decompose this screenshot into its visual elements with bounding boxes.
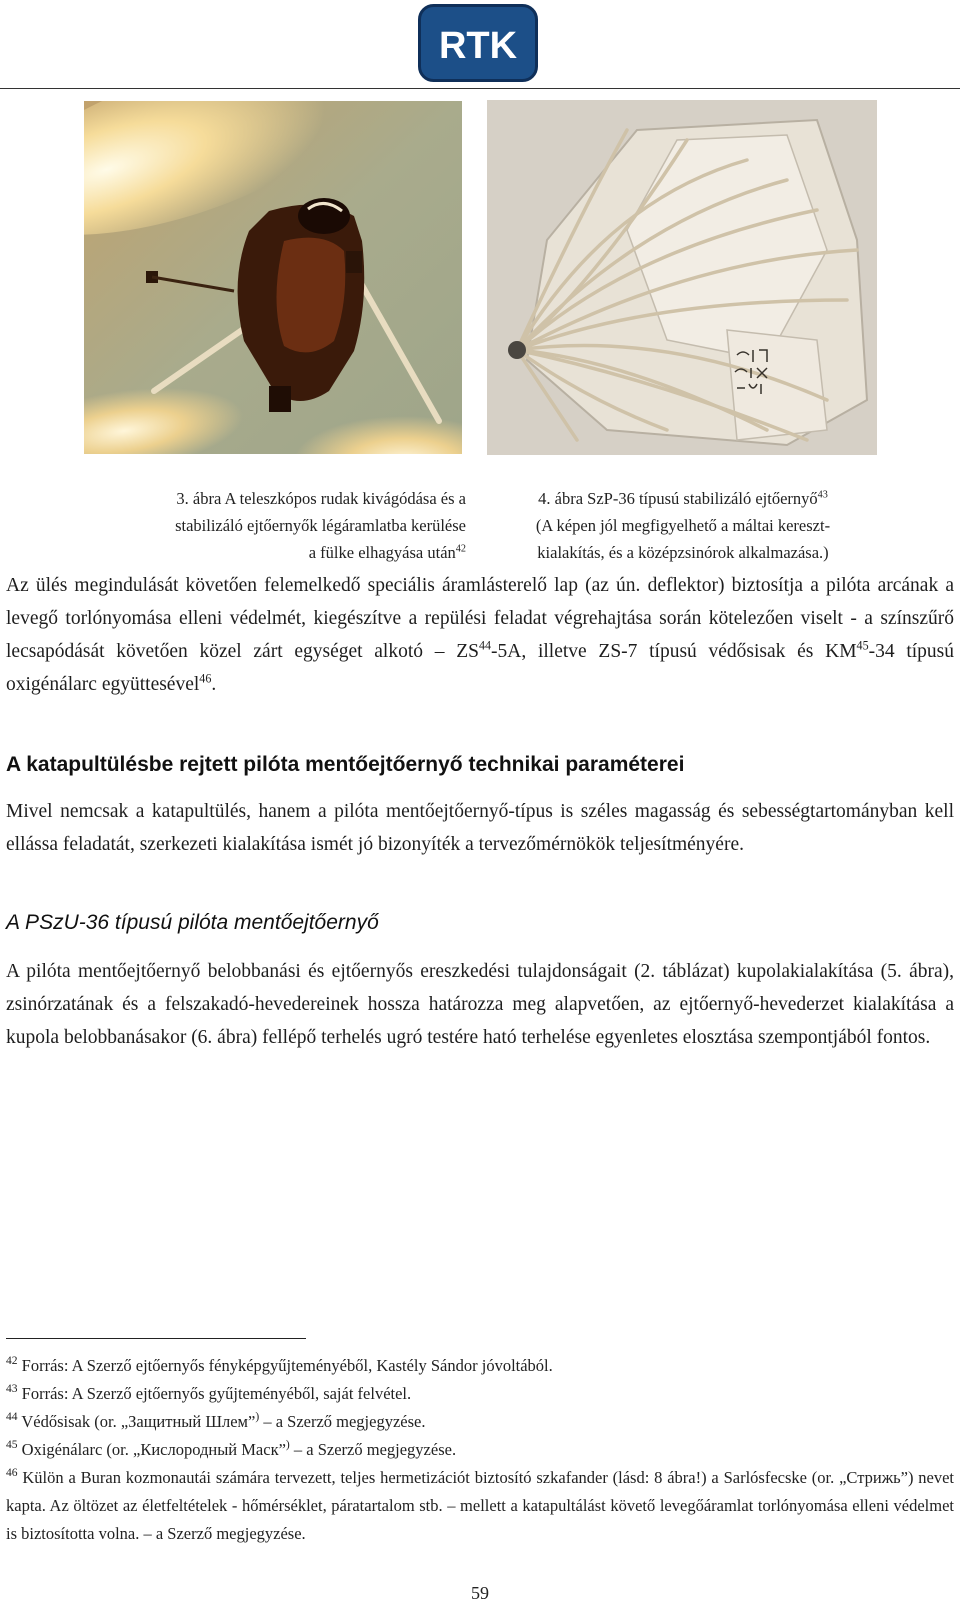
section-heading: A katapultülésbe rejtett pilóta mentőejtőernyő technikai paraméterei [6,753,685,776]
footnote-number: 43 [6,1382,18,1395]
text-run: -5A, illetve ZS-7 típusú védősisak és KM [491,641,857,662]
rtk-logo [418,4,538,82]
footnote-text: Oxigénálarc (or. „Кислородный Маск” [21,1440,286,1459]
footnote-45 [6,1436,954,1464]
footnote-mark: ) [255,1410,260,1423]
text-run: Az ülés megindulását követően felemelkedő speciális áramlásterelő lap (az ún. deflektor) biztosítja a pilóta arcának a levegő torlónyomása elleni védelmét, kiegészítve a repülési feladat végrehajtása során kötelezően viselt - a színszűrő lecsapódását követően közel zárt egységet alkotó – ZS [6,575,954,662]
footnote-number: 42 [6,1354,18,1367]
text-run: . [211,674,217,695]
footnote-text: Külön a Buran kozmonautái számára tervezett, teljes hermetizációt biztosító szkafander (lásd: 8 ábra!) a Sarlósfecske (or. „Стрижь”) nevet kapta. Az öltözet az életfeltételek - hőmérséklet, páratartalom stb. – mellett a katapultálást követő levegőáramlat torlónyomása elleni védelmet is biztosította volna. – a Szerző megjegyzése. [6,1468,954,1543]
footnote-number: 46 [6,1466,18,1479]
caption-line [487,485,879,512]
footnote-number: 44 [6,1410,18,1423]
footnote-mark: ) [285,1438,290,1451]
footnote-text: – a Szerző megjegyzése. [259,1412,426,1431]
footnote-number: 45 [6,1438,18,1451]
caption-line-text: a fülke elhagyása után [308,543,456,562]
body-paragraph-2: Mivel nemcsak a katapultülés, hanem a pilóta mentőejtőernyő-típus is széles magasság és sebességtartományban kell ellássa feladatát, szerkezeti kialakítása ismét jó bizonyíték a tervezőmérnökök teljesítményére. [6,801,954,855]
body-paragraph-3: A pilóta mentőejtőernyő belobbanási és ejtőernyős ereszkedési tulajdonságait (2. táblázat) kupolakialakítása (5. ábra), zsinórzatának és a felszakadó-hevedereinek hossza határozza meg alapvetően, az ejtőernyő-hevederzet kialakítása a kupola belobbanásakor (6. ábra) fellépő terhelés ugró testére ható terhelése egyenletes elosztása szempontjából fontos. [6,961,954,1048]
footnote-ref[interactable]: 45 [856,638,869,653]
footnote-ref[interactable]: 42 [455,543,466,555]
caption-line: (A képen jól megfigyelhető a máltai kereszt- [535,516,831,535]
footnote-ref[interactable]: 44 [478,638,492,653]
caption-line: stabilizáló ejtőernyők légáramlatba kerülése [175,516,466,535]
page-number: 59 [471,1583,489,1603]
caption-line: 3. ábra A teleszkópos rudak kivágódása és a [176,489,466,508]
footnote-text: – a Szerző megjegyzése. [289,1440,457,1459]
footnote-rule [6,1338,306,1339]
figure-3-caption [84,485,466,566]
figure-4-caption [487,485,879,566]
figure-3-photo [84,101,462,454]
caption-line [84,539,466,566]
footnote-ref[interactable]: 46 [199,671,212,686]
body-paragraph-1 [6,569,954,701]
footnote-text: Forrás: A Szerző ejtőernyős fényképgyűjteményéből, Kastély Sándor jóvoltából. [21,1356,553,1375]
footnote-42 [6,1352,954,1380]
footnote-44 [6,1408,954,1436]
footnote-ref[interactable]: 43 [817,489,828,501]
footnote-text: Védősisak (or. „Защитный Шлем” [21,1412,256,1431]
header-rule [0,88,960,89]
subsection-heading: A PSzU-36 típusú pilóta mentőejtőernyő [6,911,379,934]
logo-text: RTK [438,25,518,67]
footnote-43 [6,1380,954,1408]
caption-line: kialakítás, és a középzsinórok alkalmazása.) [537,543,829,562]
text-run: -34 típusú oxigénálarc együttesével [6,641,954,695]
footnote-text: Forrás: A Szerző ejtőernyős gyűjteményéből, saját felvétel. [21,1384,412,1403]
caption-line-text: 4. ábra SzP-36 típusú stabilizáló ejtőernyő [538,489,818,508]
figure-4-photo [487,100,877,455]
footnote-46 [6,1464,954,1548]
footnotes [6,1352,954,1548]
